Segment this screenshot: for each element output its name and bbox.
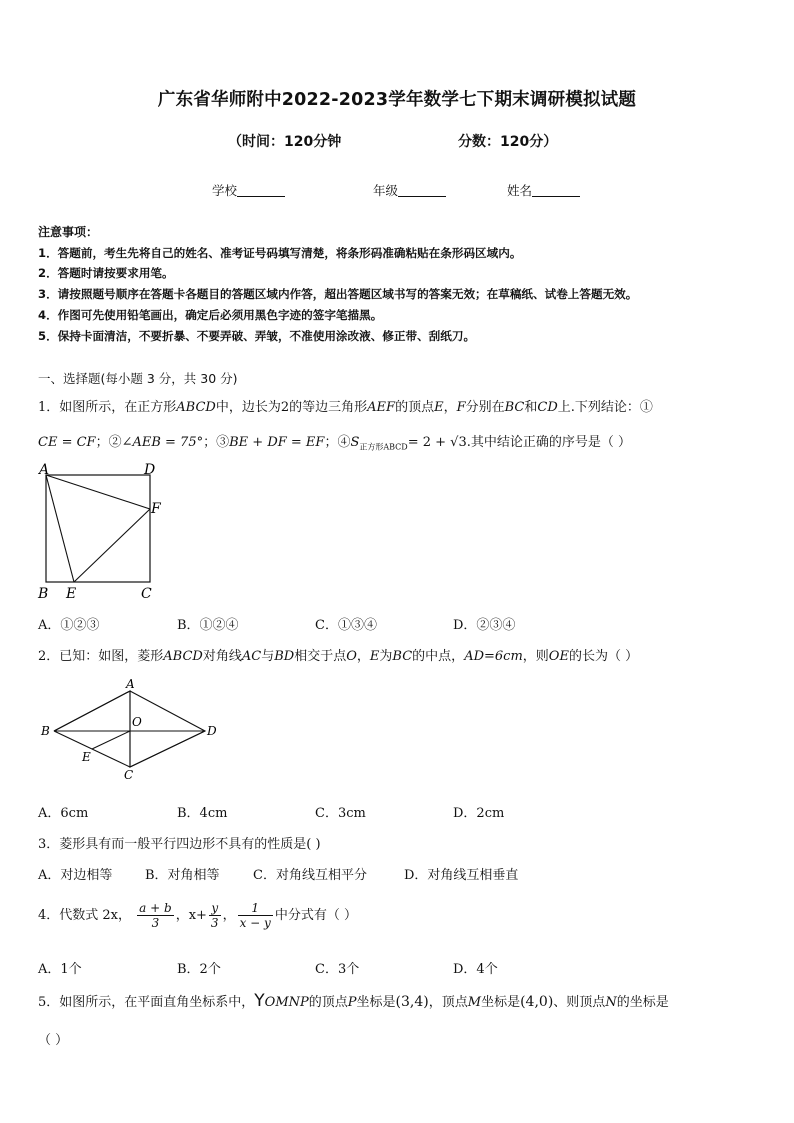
exam-score: 分数：120分） [458, 134, 558, 150]
q2-text-part: 2．已知：如图，菱形 [38, 649, 164, 664]
q2-text-part: 与 [261, 649, 275, 664]
grade-blank [398, 184, 446, 197]
section-title: 一、选择题(每小题 3 分，共 30 分) [38, 371, 238, 386]
q5-math: P [347, 995, 357, 1010]
q4-numerator: a + b [139, 901, 172, 915]
q2-option-c[interactable]: C．3cm [315, 806, 366, 821]
q1-square-figure [34, 462, 174, 604]
label-e: E [82, 750, 91, 764]
q3-option-d[interactable]: D．对角线互相垂直 [404, 868, 519, 883]
school-label: 学校 [212, 183, 238, 198]
q5-text [38, 991, 669, 1011]
label-f: F [151, 501, 161, 517]
q5-text-part: 坐标是 [356, 995, 396, 1010]
note-item: 2．答题时请按要求用笔。 [38, 266, 174, 280]
q1-math: ABCD [176, 400, 216, 415]
label-d: D [207, 724, 217, 738]
q4-text-part: 中分式有（ ） [274, 908, 357, 923]
q2-option-b[interactable]: B．4cm [177, 806, 228, 821]
q4-text-part: 4．代数式 2x， [38, 908, 132, 923]
q1-line2 [38, 431, 631, 453]
name-field [507, 181, 580, 199]
q2-math: AC [241, 649, 262, 664]
label-a: A [39, 462, 50, 478]
q2-math: O [346, 649, 357, 664]
name-label: 姓名 [507, 183, 533, 198]
q4-numerator: y [209, 901, 221, 916]
q5-text-part: 的坐标是 [616, 995, 669, 1010]
label-b: B [41, 724, 50, 738]
square-abcd [46, 475, 150, 582]
q4-text-part: ，x+ [175, 908, 207, 923]
q3-option-c[interactable]: C．对角线互相平分 [253, 868, 367, 883]
grade-label: 年级 [373, 183, 399, 198]
q3-option-a[interactable]: A．对边相等 [38, 868, 113, 883]
q1-math: BE + DF = EF [229, 435, 325, 450]
q1-subscript: 正方形ABCD [359, 442, 408, 452]
q4-denominator: 3 [151, 916, 160, 930]
page-title: 广东省华师附中2022-2023学年数学七下期末调研模拟试题 [157, 90, 637, 110]
q4-text [38, 901, 357, 930]
q2-text-part: 的长为（ ） [568, 649, 639, 664]
q2-math: AD=6cm [464, 649, 523, 664]
q1-option-b[interactable]: B．①②④ [177, 618, 239, 633]
segment-oe [92, 731, 130, 749]
school-field [212, 181, 285, 199]
label-b: B [38, 586, 49, 602]
q2-text-part: 相交于点 [294, 649, 347, 664]
q1-text: 上.下列结论：① [557, 400, 653, 415]
name-blank [532, 184, 580, 197]
q2-text-part: 为 [379, 649, 393, 664]
q5-text-part: 、则顶点 [553, 995, 606, 1010]
q4-denominator: x − y [239, 916, 271, 930]
segment-ae [46, 475, 74, 582]
q2-math: OE [548, 649, 569, 664]
q2-text-part: ， [356, 649, 370, 664]
label-c: C [124, 768, 134, 782]
q5-coord-p: (3,4) [395, 994, 429, 1010]
q4-fraction-3 [238, 901, 273, 930]
label-c: C [141, 586, 152, 602]
q4-option-c[interactable]: C．3个 [315, 962, 360, 977]
q5-text-part: 的顶点 [308, 995, 348, 1010]
q5-text-part: 5．如图所示，在平面直角坐标系中， [38, 995, 255, 1010]
q2-text-part: 的中点， [412, 649, 465, 664]
grade-field [373, 181, 446, 199]
q2-text [38, 645, 638, 664]
q2-option-d[interactable]: D．2cm [453, 806, 505, 821]
q3-option-b[interactable]: B．对角相等 [145, 868, 220, 883]
q1-text: 1．如图所示，在正方形 [38, 400, 177, 415]
note-item: 1．答题前，考生先将自己的姓名、准考证号码填写清楚，将条形码准确粘贴在条形码区域内。 [38, 246, 522, 260]
label-d: D [144, 462, 156, 478]
q4-option-a[interactable]: A．1个 [38, 962, 82, 977]
q1-math: F [456, 400, 466, 415]
q1-math: CE = CF [38, 435, 96, 450]
school-blank [237, 184, 285, 197]
note-item: 3．请按照题号顺序在答题卡各题目的答题区域内作答，超出答题区域书写的答案无效；在草稿纸、试卷上答题无效。 [38, 287, 638, 301]
q1-text: 的等边三角形 [289, 400, 368, 415]
q1-math: CD [537, 400, 558, 415]
q1-line1 [38, 396, 653, 415]
q1-option-a[interactable]: A．①②③ [38, 618, 100, 633]
q1-text: 中，边长为 [215, 400, 281, 415]
q2-math: BD [274, 649, 295, 664]
label-e: E [66, 586, 77, 602]
q1-option-d[interactable]: D．②③④ [453, 618, 516, 633]
q1-math: S [350, 435, 360, 450]
q1-text: ；④ [324, 435, 351, 450]
q1-text: 和 [524, 400, 538, 415]
q1-option-c[interactable]: C．①③④ [315, 618, 377, 633]
q1-math: ∠AEB = 75° [121, 435, 204, 450]
note-item: 5．保持卡面清洁，不要折暴、不要弄破、弄皱，不准使用涂改液、修正带、刮纸刀。 [38, 329, 476, 343]
q4-numerator: 1 [238, 901, 273, 916]
q4-option-d[interactable]: D．4个 [453, 962, 498, 977]
label-o: O [132, 715, 142, 729]
q1-text: ， [443, 400, 457, 415]
note-item: 4．作图可先使用铅笔画出，确定后必须用黑色字迹的签字笔描黑。 [38, 308, 383, 322]
q1-math: E [434, 400, 444, 415]
q2-math: E [369, 649, 380, 664]
label-a: A [126, 677, 135, 691]
q5-math: N [605, 995, 617, 1010]
q1-text: 分别在 [465, 400, 505, 415]
q4-option-b[interactable]: B．2个 [177, 962, 221, 977]
q2-rhombus-figure [36, 676, 226, 782]
q3-text: 3．菱形具有而一般平行四边形不具有的性质是( ) [38, 837, 321, 852]
q2-math: ABCD [163, 649, 203, 664]
q2-math: BC [392, 649, 413, 664]
q2-option-a[interactable]: A．6cm [38, 806, 89, 821]
q1-text: 的顶点 [395, 400, 435, 415]
q1-math: BC [504, 400, 525, 415]
q4-text-part: ， [222, 908, 236, 923]
q1-text: ；③ [203, 435, 230, 450]
q5-coord-m: (4,0) [520, 994, 554, 1010]
q1-text: ；② [95, 435, 122, 450]
q5-text-part: 坐标是 [481, 995, 521, 1010]
segment-ef [74, 509, 150, 582]
exam-time: （时间：120分钟 [228, 134, 342, 150]
q2-text-part: ，则 [522, 649, 549, 664]
q5-text-part: ，顶点 [428, 995, 468, 1010]
q1-text: .其中结论正确的序号是（ ） [466, 435, 631, 450]
q4-fraction-2 [209, 901, 221, 930]
q1-math: 2 [280, 400, 290, 415]
q1-math: AEF [367, 400, 396, 415]
q5-math: M [467, 995, 482, 1010]
notes-heading: 注意事项： [38, 225, 99, 239]
segment-af [46, 475, 150, 509]
q4-denominator: 3 [210, 916, 219, 930]
q1-math: = 2 + √3 [407, 435, 467, 450]
q5-math: OMNP [264, 995, 309, 1010]
parallelogram-symbol: Y [254, 991, 265, 1011]
q4-fraction-1 [137, 901, 174, 930]
q5-answer-paren: （ ） [38, 1033, 69, 1048]
q2-text-part: 对角线 [202, 649, 242, 664]
